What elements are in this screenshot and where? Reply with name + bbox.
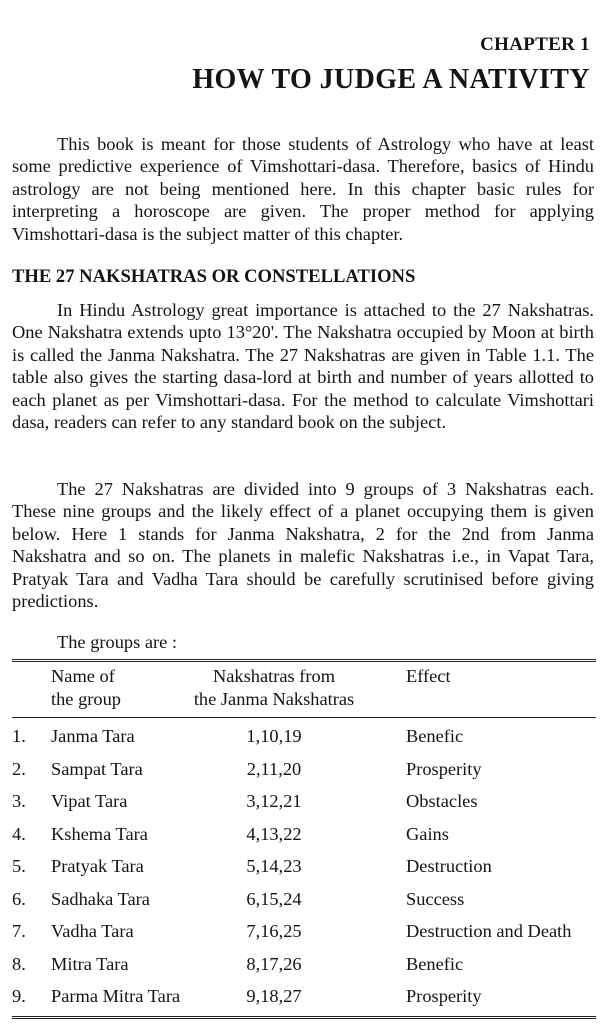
- row-number: 1.: [12, 726, 26, 746]
- group-effect: Prosperity: [406, 986, 482, 1006]
- group-effect: Gains: [406, 824, 449, 844]
- table-row: [0, 759, 600, 791]
- group-nakshatras: 9,18,27: [246, 986, 302, 1006]
- group-nakshatras: 3,12,21: [246, 791, 302, 811]
- table-row: [0, 954, 600, 986]
- row-number: 3.: [12, 791, 26, 811]
- group-effect: Destruction: [406, 856, 492, 876]
- group-effect: Benefic: [406, 954, 464, 974]
- group-effect: Obstacles: [406, 791, 478, 811]
- nakshatra-paragraph-2: The 27 Nakshatras are divided into 9 groups of 3 Nakshatras each. These nine groups and the likely effect of a planet occupying them is given below. Here 1 stands for Janma Nakshatra, 2 for the 2nd from Janma Nakshatra and so on. The planets in malefic Nakshatras i.e., in Vapat Tara, Pratyak Tara and Vadha Tara should be carefully scrutinised before giving predictions.: [12, 479, 594, 612]
- row-number: 9.: [12, 986, 26, 1006]
- group-name: Vipat Tara: [51, 791, 128, 811]
- table-row: [0, 889, 600, 921]
- table-bottom-rule: [12, 1016, 596, 1019]
- chapter-title: HOW TO JUDGE A NATIVITY: [192, 64, 590, 95]
- groups-intro: The groups are :: [57, 632, 178, 652]
- group-name: Janma Tara: [51, 726, 135, 746]
- header-nakshatras: [182, 665, 366, 711]
- table-row: [0, 824, 600, 856]
- group-effect: Benefic: [406, 726, 464, 746]
- group-nakshatras: 6,15,24: [246, 889, 302, 909]
- header-nakshatras-line2: the Janma Nakshatras: [193, 689, 355, 709]
- group-nakshatras: 2,11,20: [246, 759, 302, 779]
- group-name: Pratyak Tara: [51, 856, 144, 876]
- table-row: [0, 921, 600, 953]
- group-effect: Prosperity: [406, 759, 482, 779]
- group-nakshatras: 4,13,22: [246, 824, 302, 844]
- header-name-line2: the group: [51, 689, 121, 709]
- group-nakshatras: 1,10,19: [246, 726, 302, 746]
- group-name: Kshema Tara: [51, 824, 148, 844]
- row-number: 4.: [12, 824, 26, 844]
- chapter-number: CHAPTER 1: [480, 34, 590, 55]
- header-name-of-group: [51, 665, 121, 711]
- intro-paragraph: This book is meant for those students of Astrology who have at least some predictive experience of Vimshottari-dasa. Therefore, basics of Hindu astrology are not being mentioned here. In this chapter basic rules for interpreting a horoscope are given. The proper method for applying Vimshottari-dasa is the subject matter of this chapter.: [12, 134, 594, 244]
- header-nakshatras-line1: Nakshatras from: [212, 666, 336, 686]
- section-heading: THE 27 NAKSHATRAS OR CONSTELLATIONS: [12, 266, 416, 287]
- group-name: Sadhaka Tara: [51, 889, 150, 909]
- row-number: 5.: [12, 856, 26, 876]
- group-nakshatras: 7,16,25: [246, 921, 302, 941]
- row-number: 7.: [12, 921, 26, 941]
- group-name: Sampat Tara: [51, 759, 143, 779]
- table-header-rule: [12, 717, 596, 718]
- header-effect: Effect: [406, 666, 451, 686]
- table-row: [0, 726, 600, 758]
- group-nakshatras: 8,17,26: [246, 954, 302, 974]
- row-number: 6.: [12, 889, 26, 909]
- group-effect: Success: [406, 889, 465, 909]
- group-effect: Destruction and Death: [406, 921, 572, 941]
- header-name-line1: Name of: [51, 666, 115, 686]
- group-nakshatras: 5,14,23: [246, 856, 302, 876]
- table-top-rule: [12, 659, 596, 662]
- row-number: 2.: [12, 759, 26, 779]
- table-row: [0, 986, 600, 1018]
- group-name: Vadha Tara: [51, 921, 134, 941]
- table-row: [0, 791, 600, 823]
- nakshatra-paragraph-1: In Hindu Astrology great importance is attached to the 27 Nakshatras. One Nakshatra extends upto 13°20'. The Nakshatra occupied by Moon at birth is called the Janma Nakshatra. The 27 Nakshatras are given in Table 1.1. The table also gives the starting dasa-lord at birth and number of years allotted to each planet as per Vimshottari-dasa. For the method to calculate Vimshottari dasa, readers can refer to any standard book on the subject.: [12, 300, 594, 433]
- group-name: Mitra Tara: [51, 954, 129, 974]
- row-number: 8.: [12, 954, 26, 974]
- group-name: Parma Mitra Tara: [51, 986, 181, 1006]
- table-row: [0, 856, 600, 888]
